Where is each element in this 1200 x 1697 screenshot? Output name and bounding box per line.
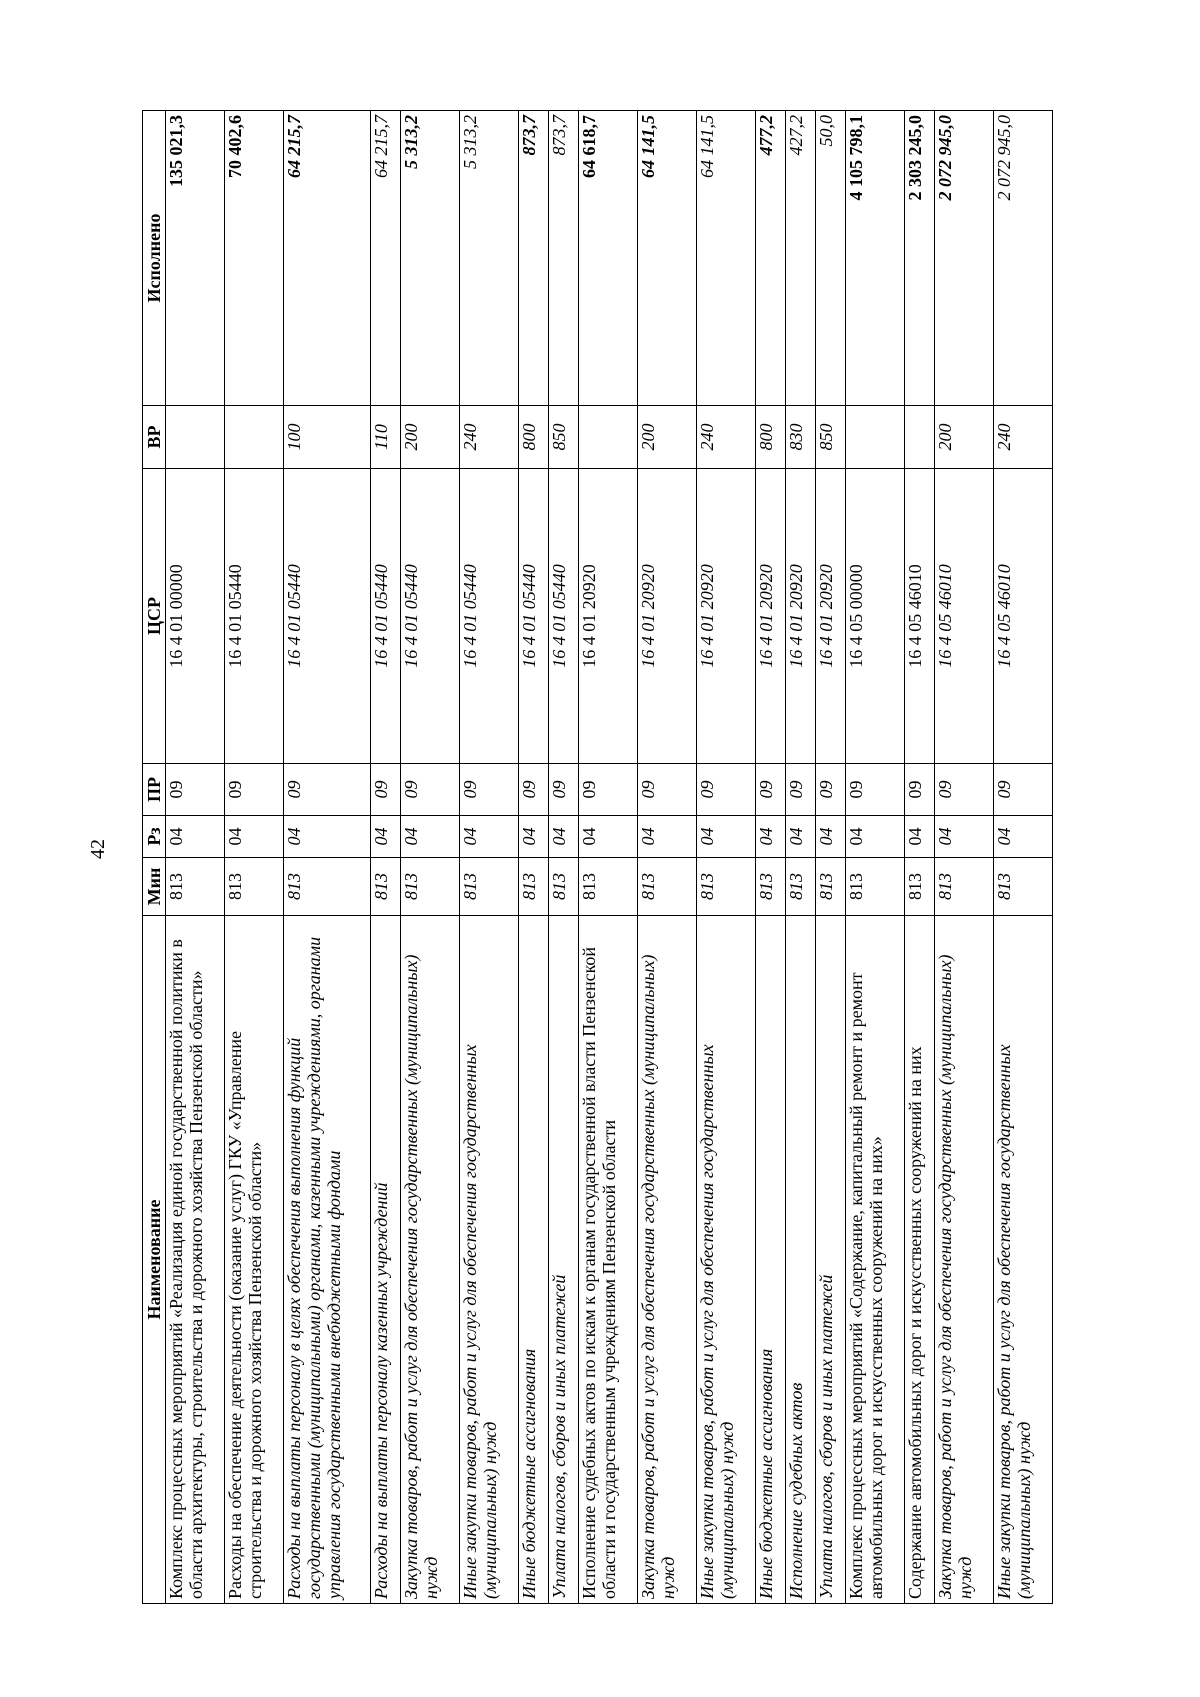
cell-csr: 16 4 01 05440 bbox=[371, 469, 401, 764]
cell-vr bbox=[579, 406, 638, 469]
cell-pr: 09 bbox=[638, 764, 697, 816]
cell-csr: 16 4 01 05440 bbox=[224, 469, 283, 764]
cell-vr: 850 bbox=[816, 406, 846, 469]
cell-executed: 64 618,7 bbox=[579, 111, 638, 406]
cell-csr: 16 4 01 20920 bbox=[579, 469, 638, 764]
cell-vr bbox=[224, 406, 283, 469]
cell-pr: 09 bbox=[549, 764, 579, 816]
cell-pr: 09 bbox=[579, 764, 638, 816]
cell-pr: 09 bbox=[905, 764, 935, 816]
cell-csr: 16 4 01 05440 bbox=[519, 469, 549, 764]
table-row bbox=[846, 111, 905, 1604]
header-min: Мин bbox=[143, 858, 166, 916]
cell-executed: 64 141,5 bbox=[638, 111, 697, 406]
cell-min: 813 bbox=[755, 858, 785, 916]
cell-name: Исполнение судебных актов по искам к органам государственной власти Пензенской области и государственным учреждениям Пензенской области bbox=[579, 916, 638, 1604]
cell-executed: 5 313,2 bbox=[460, 111, 519, 406]
table-row bbox=[401, 111, 460, 1604]
cell-csr: 16 4 01 20920 bbox=[755, 469, 785, 764]
cell-vr: 240 bbox=[460, 406, 519, 469]
table-row bbox=[579, 111, 638, 1604]
cell-vr: 830 bbox=[786, 406, 816, 469]
cell-name: Уплата налогов, сборов и иных платежей bbox=[549, 916, 579, 1604]
cell-vr: 800 bbox=[519, 406, 549, 469]
cell-executed: 477,2 bbox=[755, 111, 785, 406]
cell-pr: 09 bbox=[846, 764, 905, 816]
cell-csr: 16 4 05 46010 bbox=[905, 469, 935, 764]
cell-vr bbox=[846, 406, 905, 469]
cell-executed: 2 072 945,0 bbox=[994, 111, 1053, 406]
cell-rz: 04 bbox=[166, 816, 225, 858]
header-rz: Рз bbox=[143, 816, 166, 858]
cell-vr: 100 bbox=[283, 406, 371, 469]
cell-min: 813 bbox=[905, 858, 935, 916]
cell-min: 813 bbox=[519, 858, 549, 916]
cell-csr: 16 4 01 05440 bbox=[283, 469, 371, 764]
table-row bbox=[697, 111, 756, 1604]
table-row bbox=[816, 111, 846, 1604]
cell-executed: 64 215,7 bbox=[283, 111, 371, 406]
cell-min: 813 bbox=[460, 858, 519, 916]
cell-name: Закупка товаров, работ и услуг для обеспечения государственных (муниципальных) нужд bbox=[638, 916, 697, 1604]
cell-rz: 04 bbox=[579, 816, 638, 858]
table-header-row bbox=[143, 111, 166, 1604]
cell-min: 813 bbox=[638, 858, 697, 916]
cell-vr: 240 bbox=[994, 406, 1053, 469]
header-pr: ПР bbox=[143, 764, 166, 816]
cell-rz: 04 bbox=[549, 816, 579, 858]
cell-csr: 16 4 01 05440 bbox=[460, 469, 519, 764]
cell-pr: 09 bbox=[166, 764, 225, 816]
cell-vr bbox=[905, 406, 935, 469]
cell-pr: 09 bbox=[224, 764, 283, 816]
cell-pr: 09 bbox=[755, 764, 785, 816]
cell-executed: 70 402,6 bbox=[224, 111, 283, 406]
table-row bbox=[549, 111, 579, 1604]
cell-csr: 16 4 01 20920 bbox=[638, 469, 697, 764]
header-vr: ВР bbox=[143, 406, 166, 469]
cell-min: 813 bbox=[166, 858, 225, 916]
cell-vr: 110 bbox=[371, 406, 401, 469]
cell-pr: 09 bbox=[371, 764, 401, 816]
table-row bbox=[283, 111, 371, 1604]
cell-executed: 873,7 bbox=[519, 111, 549, 406]
cell-pr: 09 bbox=[816, 764, 846, 816]
table-row bbox=[519, 111, 549, 1604]
cell-pr: 09 bbox=[519, 764, 549, 816]
cell-csr: 16 4 01 20920 bbox=[697, 469, 756, 764]
cell-executed: 64 215,7 bbox=[371, 111, 401, 406]
cell-executed: 2 072 945,0 bbox=[935, 111, 994, 406]
cell-rz: 04 bbox=[224, 816, 283, 858]
cell-rz: 04 bbox=[994, 816, 1053, 858]
cell-name: Иные закупки товаров, работ и услуг для обеспечения государственных (муниципальных) нужд bbox=[697, 916, 756, 1604]
cell-min: 813 bbox=[816, 858, 846, 916]
cell-csr: 16 4 01 20920 bbox=[786, 469, 816, 764]
cell-rz: 04 bbox=[460, 816, 519, 858]
cell-min: 813 bbox=[224, 858, 283, 916]
cell-min: 813 bbox=[994, 858, 1053, 916]
cell-name: Комплекс процессных мероприятий «Содержание, капитальный ремонт и ремонт автомобильных дорог и искусственных сооружений на них» bbox=[846, 916, 905, 1604]
cell-name: Исполнение судебных актов bbox=[786, 916, 816, 1604]
table-body bbox=[166, 111, 1053, 1604]
cell-min: 813 bbox=[579, 858, 638, 916]
cell-pr: 09 bbox=[460, 764, 519, 816]
cell-rz: 04 bbox=[935, 816, 994, 858]
cell-name: Иные закупки товаров, работ и услуг для обеспечения государственных (муниципальных) нужд bbox=[460, 916, 519, 1604]
cell-vr bbox=[166, 406, 225, 469]
cell-executed: 64 141,5 bbox=[697, 111, 756, 406]
cell-vr: 850 bbox=[549, 406, 579, 469]
cell-csr: 16 4 01 05440 bbox=[549, 469, 579, 764]
header-csr: ЦСР bbox=[143, 469, 166, 764]
cell-executed: 427,2 bbox=[786, 111, 816, 406]
page-number: 42 bbox=[87, 839, 109, 859]
cell-executed: 135 021,3 bbox=[166, 111, 225, 406]
cell-min: 813 bbox=[697, 858, 756, 916]
cell-vr: 200 bbox=[401, 406, 460, 469]
cell-name: Содержание автомобильных дорог и искусственных сооружений на них bbox=[905, 916, 935, 1604]
cell-executed: 2 303 245,0 bbox=[905, 111, 935, 406]
budget-table bbox=[142, 110, 1053, 1604]
cell-name: Иные закупки товаров, работ и услуг для обеспечения государственных (муниципальных) нужд bbox=[994, 916, 1053, 1604]
cell-rz: 04 bbox=[638, 816, 697, 858]
cell-csr: 16 4 05 46010 bbox=[994, 469, 1053, 764]
header-name: Наименование bbox=[143, 916, 166, 1604]
table-row bbox=[786, 111, 816, 1604]
cell-name: Уплата налогов, сборов и иных платежей bbox=[816, 916, 846, 1604]
cell-vr: 800 bbox=[755, 406, 785, 469]
cell-csr: 16 4 01 00000 bbox=[166, 469, 225, 764]
cell-pr: 09 bbox=[401, 764, 460, 816]
cell-rz: 04 bbox=[905, 816, 935, 858]
cell-min: 813 bbox=[846, 858, 905, 916]
cell-pr: 09 bbox=[697, 764, 756, 816]
cell-rz: 04 bbox=[401, 816, 460, 858]
cell-rz: 04 bbox=[755, 816, 785, 858]
table-row bbox=[755, 111, 785, 1604]
cell-rz: 04 bbox=[816, 816, 846, 858]
cell-csr: 16 4 01 05440 bbox=[401, 469, 460, 764]
cell-name: Расходы на обеспечение деятельности (оказание услуг) ГКУ «Управление строительства и дорожного хозяйства Пензенской области» bbox=[224, 916, 283, 1604]
cell-rz: 04 bbox=[697, 816, 756, 858]
cell-csr: 16 4 05 46010 bbox=[935, 469, 994, 764]
cell-min: 813 bbox=[401, 858, 460, 916]
cell-name: Комплекс процессных мероприятий «Реализация единой государственной политики в области архитектуры, строительства и дорожного хозяйства Пензенской области» bbox=[166, 916, 225, 1604]
cell-pr: 09 bbox=[935, 764, 994, 816]
table-row bbox=[371, 111, 401, 1604]
cell-executed: 50,0 bbox=[816, 111, 846, 406]
cell-rz: 04 bbox=[371, 816, 401, 858]
cell-executed: 4 105 798,1 bbox=[846, 111, 905, 406]
cell-executed: 873,7 bbox=[549, 111, 579, 406]
table-row bbox=[638, 111, 697, 1604]
table-row bbox=[460, 111, 519, 1604]
cell-vr: 200 bbox=[935, 406, 994, 469]
cell-csr: 16 4 01 20920 bbox=[816, 469, 846, 764]
cell-vr: 200 bbox=[638, 406, 697, 469]
cell-rz: 04 bbox=[519, 816, 549, 858]
cell-rz: 04 bbox=[283, 816, 371, 858]
header-executed: Исполнено bbox=[143, 111, 166, 406]
cell-min: 813 bbox=[371, 858, 401, 916]
rotated-table-container bbox=[142, 111, 1053, 1604]
table-row bbox=[224, 111, 283, 1604]
table-row bbox=[935, 111, 994, 1604]
cell-min: 813 bbox=[935, 858, 994, 916]
cell-pr: 09 bbox=[994, 764, 1053, 816]
cell-vr: 240 bbox=[697, 406, 756, 469]
cell-min: 813 bbox=[786, 858, 816, 916]
cell-rz: 04 bbox=[846, 816, 905, 858]
cell-executed: 5 313,2 bbox=[401, 111, 460, 406]
table-row bbox=[905, 111, 935, 1604]
cell-pr: 09 bbox=[786, 764, 816, 816]
cell-pr: 09 bbox=[283, 764, 371, 816]
cell-name: Расходы на выплаты персоналу в целях обеспечения выполнения функций государственными (муниципальными) органами, казенными учреждениями, органами управления государственными внебюджетными фондами bbox=[283, 916, 371, 1604]
cell-name: Иные бюджетные ассигнования bbox=[755, 916, 785, 1604]
cell-min: 813 bbox=[283, 858, 371, 916]
table-row bbox=[994, 111, 1053, 1604]
table-row bbox=[166, 111, 225, 1604]
cell-rz: 04 bbox=[786, 816, 816, 858]
cell-name: Закупка товаров, работ и услуг для обеспечения государственных (муниципальных) нужд bbox=[935, 916, 994, 1604]
cell-min: 813 bbox=[549, 858, 579, 916]
cell-name: Закупка товаров, работ и услуг для обеспечения государственных (муниципальных) нужд bbox=[401, 916, 460, 1604]
cell-csr: 16 4 05 00000 bbox=[846, 469, 905, 764]
cell-name: Иные бюджетные ассигнования bbox=[519, 916, 549, 1604]
cell-name: Расходы на выплаты персоналу казенных учреждений bbox=[371, 916, 401, 1604]
